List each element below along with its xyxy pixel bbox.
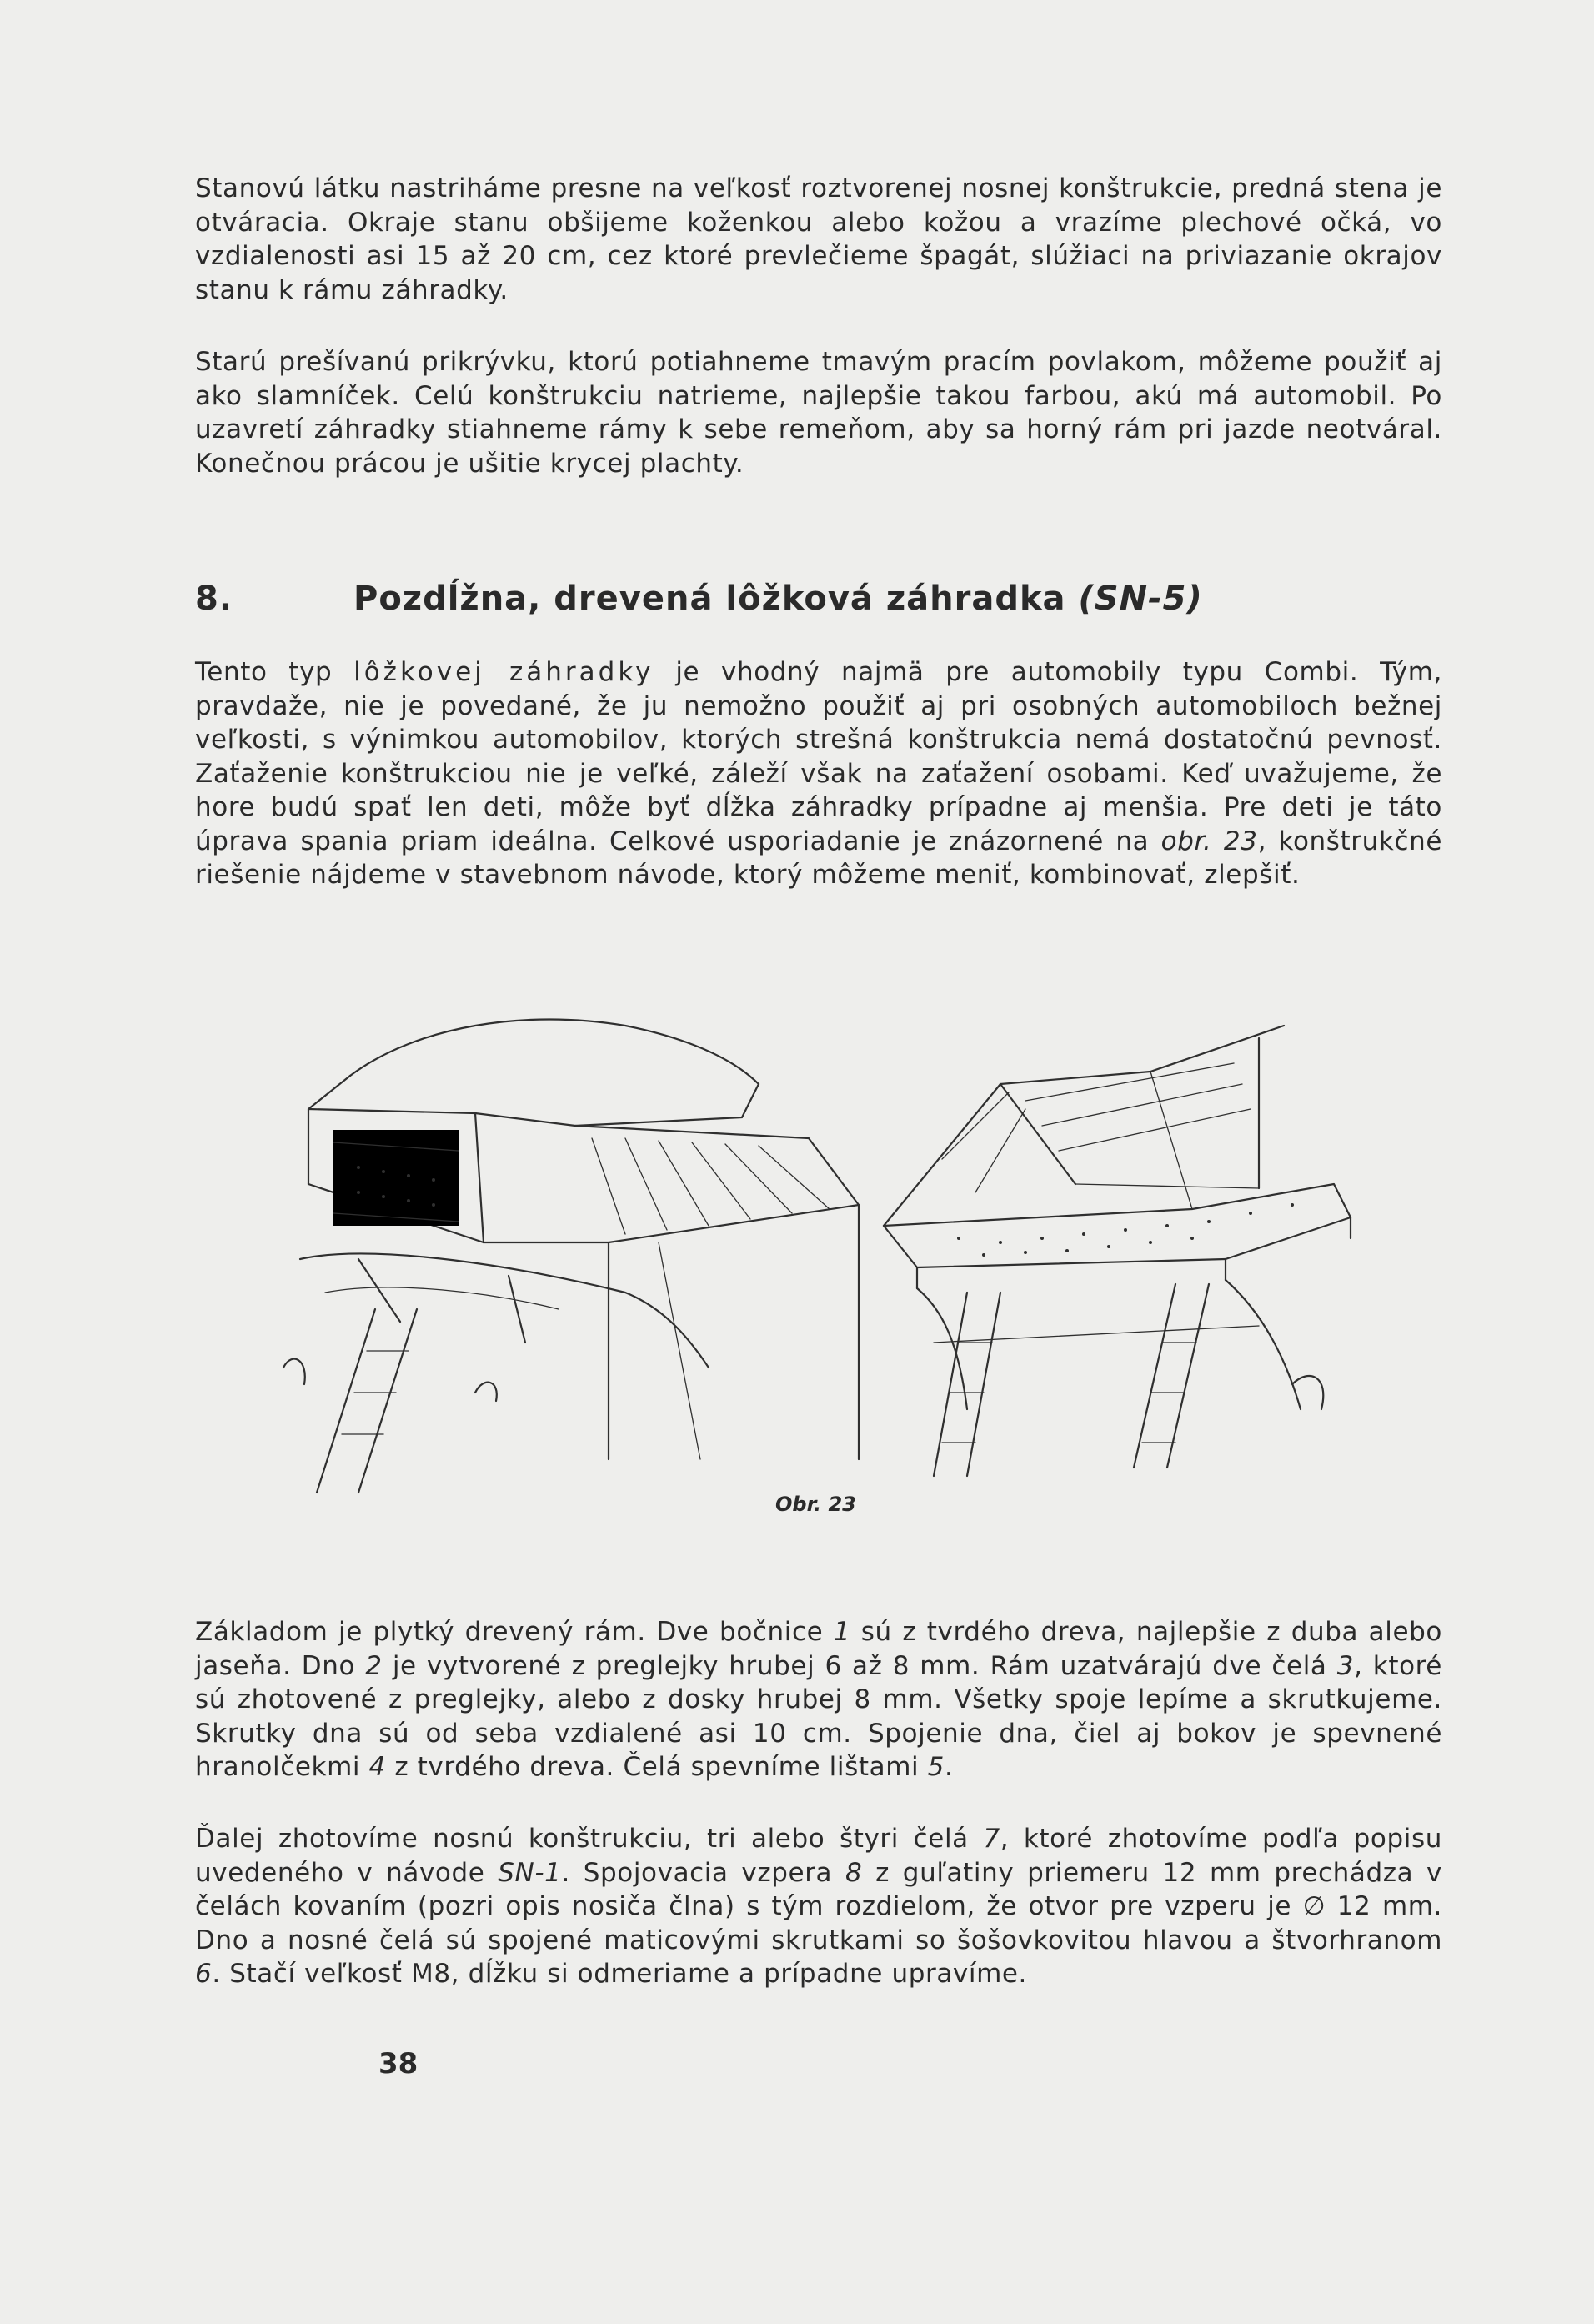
paragraph-text [195, 655, 1442, 892]
section-title-text: Pozdĺžna, drevená lôžková záhradka [353, 580, 1079, 618]
part-number: 4 [368, 1752, 386, 1782]
part-number: 1 [833, 1617, 851, 1647]
paragraph-quilt [195, 345, 1442, 480]
section-code: (SN-5) [1078, 580, 1203, 618]
figure-reference: obr. 23 [1160, 826, 1258, 856]
paragraph-text: Stanovú látku nastriháme presne na veľkosť roztvorenej nosnej konštrukcie, predná stena je otváracia. Okraje stanu obšijeme koženkou alebo kožou a vrazíme plechové očká, vo vzdialenosti asi 15 až 20 cm, cez ktoré prevlečieme špagát, slúžiaci na priviazanie okrajov stanu k rámu záhradky. [195, 173, 1442, 305]
text-run: je vhodný najmä pre automobily typu Combi. Tým, pravdaže, nie je povedané, že ju nemožno použiť aj pri osobných automobiloch bežnej veľkosti, s výnimkou automobilov, ktorých strešná konštrukcia nemá dostatočnú pevnosť. Zaťaženie konštrukciou nie je veľké, záleží však na zaťažení osobami. Keď uvažujeme, že hore budú spať len deti, môže byť dĺžka záhradky prípadne aj menšia. Pre deti je táto úprava spania priam ideálna. Celkové usporiadanie je znázornené na [195, 657, 1442, 856]
manual-reference: SN-1 [498, 1857, 562, 1888]
text-run: , ktoré zhotovíme podľa popisu uvedeného v návode [195, 1824, 1442, 1888]
text-run: je vytvorené z preglejky hrubej 6 až 8 mm. Rám uzatvárajú dve čelá [382, 1650, 1337, 1681]
part-number: 6 [195, 1959, 213, 1989]
left-tent-drawing [283, 1020, 859, 1493]
part-number: 3 [1336, 1650, 1355, 1681]
section-number: 8. [195, 580, 233, 618]
text-run: . Spojovacia vzpera [561, 1857, 845, 1888]
figure-caption: Obr. 23 [775, 1493, 856, 1516]
text-run: z guľatiny priemeru 12 mm prechádza v čelách kovaním (pozri opis nosiča člna) s tým rozdielom, že otvor pre vzperu je ∅ 12 mm. Dno a nosné čelá sú spojené maticovými skrutkami so šošovkovitou hlavou a štvorhranom [195, 1857, 1443, 1955]
text-run: sú z tvrdého dreva, najlepšie z duba alebo jaseňa. Dno [195, 1617, 1442, 1681]
section-title [353, 580, 1203, 618]
paragraph-tent-fabric [195, 172, 1442, 307]
text-run: , ktoré sú zhotovené z preglejky, alebo z dosky hrubej 8 mm. Všetky spoje lepíme a skrutkujeme. Skrutky dna sú od seba vzdialené asi 10 cm. Spojenie dna, čiel aj bokov je spevnené hranolčekmi [195, 1650, 1442, 1782]
roof-tent-sketch [275, 992, 1359, 1509]
text-run: z tvrdého dreva. Čelá spevníme lištami [385, 1752, 928, 1782]
page-number: 38 [378, 2047, 419, 2081]
part-number: 7 [983, 1824, 1000, 1854]
paragraph-text [195, 1822, 1442, 1991]
part-number: 5 [927, 1752, 945, 1782]
text-run: Základom je plytký drevený rám. Dve bočnice [195, 1617, 834, 1647]
text-run: Tento typ [195, 657, 354, 687]
text-run: . [945, 1752, 954, 1782]
right-tent-drawing [884, 1026, 1351, 1476]
paragraph-text: Starú prešívanú prikrývku, ktorú potiahneme tmavým pracím povlakom, môžeme použiť aj ako slamníček. Celú konštrukciu natrieme, najlepšie takou farbou, akú má automobil. Po uzavretí záhradky stiahneme rámy k sebe remeňom, aby sa horný rám pri jazde neotváral. Konečnou prácou je ušitie krycej plachty. [195, 347, 1442, 479]
paragraph-support [195, 1822, 1442, 1991]
spaced-term: lôžkovej záhradky [353, 657, 654, 687]
part-number: 2 [365, 1650, 383, 1681]
text-run: Ďalej zhotovíme nosnú konštrukciu, tri alebo štyri čelá [195, 1824, 984, 1854]
text-run: . Stačí veľkosť M8, dĺžku si odmeriame a prípadne upravíme. [212, 1959, 1028, 1989]
paragraph-text [195, 1615, 1442, 1784]
part-number: 8 [845, 1857, 863, 1888]
figure-23-illustration [275, 992, 1359, 1509]
text-run: , konštrukčné riešenie nájdeme v stavebnom návode, ktorý môžeme meniť, kombinovať, zlepšiť. [195, 826, 1442, 890]
paragraph-frame [195, 1615, 1442, 1784]
paragraph-intro [195, 655, 1442, 892]
